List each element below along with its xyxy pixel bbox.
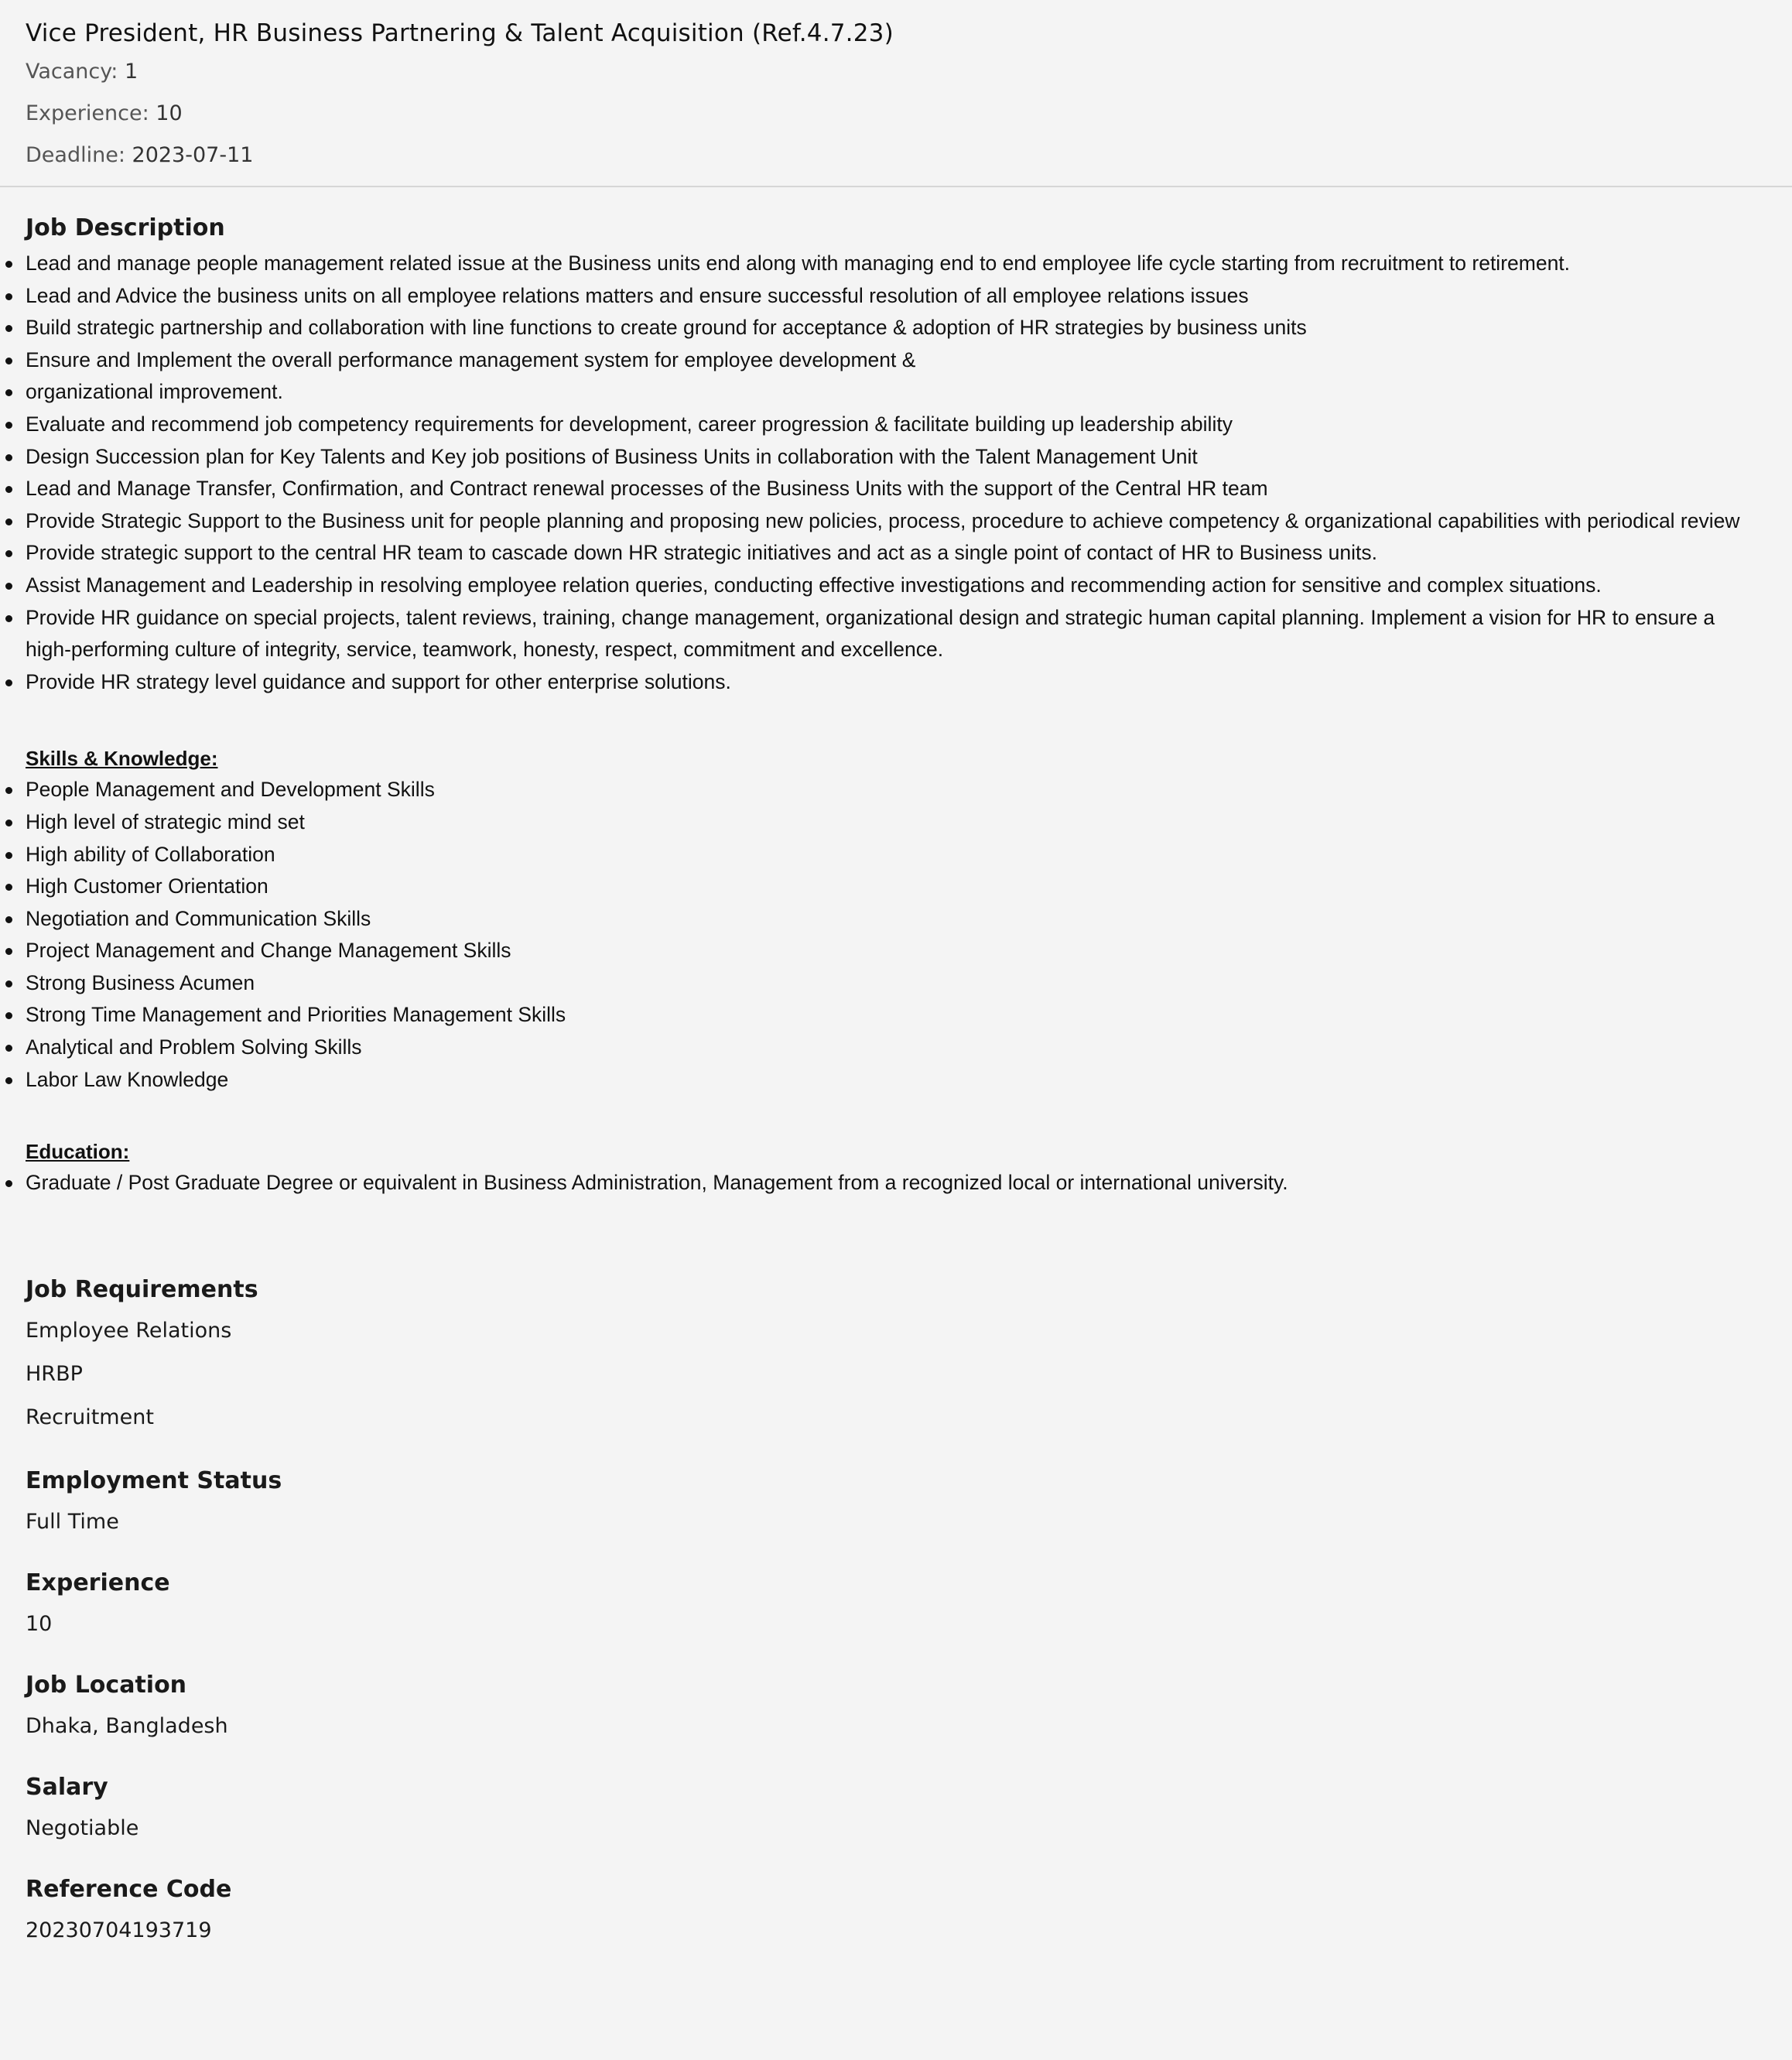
requirement-item: HRBP [26, 1361, 83, 1386]
deadline-value: 2023-07-11 [132, 143, 254, 167]
reference-code-heading: Reference Code [26, 1875, 232, 1903]
job-requirements [26, 1271, 1792, 1439]
list-item: Project Management and Change Management Skills [26, 935, 1792, 967]
list-item: Strong Business Acumen [26, 967, 1792, 1000]
requirement-item: Employee Relations [26, 1318, 232, 1343]
education-heading: Education: [26, 1140, 130, 1164]
list-item: Lead and Advice the business units on all employee relations matters and ensure successful resolution of all employee relations issues [26, 280, 1792, 313]
job-header [0, 0, 1792, 187]
list-item: Provide HR strategy level guidance and support for other enterprise solutions. [26, 666, 1792, 699]
education-list [26, 1167, 1792, 1199]
list-item: Negotiation and Communication Skills [26, 903, 1792, 936]
experience-label: Experience: [26, 101, 149, 125]
job-description-heading: Job Description [26, 214, 225, 241]
job-location-value: Dhaka, Bangladesh [26, 1713, 228, 1738]
list-item: Design Succession plan for Key Talents and Key job positions of Business Units in collaboration with the Talent Management Unit [26, 441, 1792, 474]
list-item: Labor Law Knowledge [26, 1064, 1792, 1097]
list-item: Provide strategic support to the central HR team to cascade down HR strategic initiatives and act as a single point of contact of HR to Business units. [26, 537, 1792, 570]
experience-line [26, 93, 1792, 135]
experience-value: 10 [156, 101, 183, 125]
experience-block [26, 1562, 1792, 1644]
job-location-block [26, 1664, 1792, 1746]
job-requirements-heading: Job Requirements [26, 1275, 258, 1303]
list-item: High level of strategic mind set [26, 806, 1792, 839]
reference-code-block [26, 1868, 1792, 1950]
list-item: Provide HR guidance on special projects, talent reviews, training, change management, organizational design and strategic human capital planning. Implement a vision for HR to ensure a high-performing culture of integrity, service, teamwork, honesty, respect, commitment and excellence. [26, 602, 1792, 666]
list-item: High Customer Orientation [26, 871, 1792, 903]
list-item: Lead and Manage Transfer, Confirmation, and Contract renewal processes of the Business Units with the support of the Central HR team [26, 473, 1792, 505]
job-description-list [26, 248, 1792, 698]
list-item: People Management and Development Skills [26, 774, 1792, 806]
experience-detail-value: 10 [26, 1611, 53, 1636]
list-item: High ability of Collaboration [26, 839, 1792, 871]
list-item: Lead and manage people management related issue at the Business units end along with managing end to end employee life cycle starting from recruitment to retirement. [26, 248, 1792, 280]
reference-code-value: 20230704193719 [26, 1918, 212, 1942]
vacancy-value: 1 [124, 60, 139, 84]
employment-status-heading: Employment Status [26, 1466, 282, 1494]
vacancy-label: Vacancy: [26, 60, 118, 84]
list-item: Ensure and Implement the overall performance management system for employee development & [26, 344, 1792, 377]
employment-status-value: Full Time [26, 1509, 119, 1534]
employment-status-block [26, 1459, 1792, 1542]
list-item: Assist Management and Leadership in resolving employee relation queries, conducting effective investigations and recommending action for sensitive and complex situations. [26, 570, 1792, 602]
skills-heading: Skills & Knowledge: [26, 747, 218, 771]
skills-list [26, 774, 1792, 1096]
salary-heading: Salary [26, 1773, 108, 1801]
deadline-line [26, 135, 1792, 176]
job-title: Vice President, HR Business Partnering & Talent Acquisition (Ref.4.7.23) [26, 19, 894, 47]
experience-heading: Experience [26, 1569, 170, 1596]
list-item: organizational improvement. [26, 376, 1792, 409]
requirement-item: Recruitment [26, 1405, 154, 1429]
list-item: Graduate / Post Graduate Degree or equivalent in Business Administration, Management from a recognized local or international university. [26, 1167, 1792, 1199]
salary-block [26, 1766, 1792, 1848]
vacancy-line [26, 51, 1792, 93]
salary-value: Negotiable [26, 1815, 139, 1840]
list-item: Provide Strategic Support to the Business unit for people planning and proposing new policies, process, procedure to achieve competency & organizational capabilities with periodical review [26, 505, 1792, 538]
list-item: Analytical and Problem Solving Skills [26, 1032, 1792, 1064]
list-item: Build strategic partnership and collaboration with line functions to create ground for acceptance & adoption of HR strategies by business units [26, 312, 1792, 344]
list-item: Evaluate and recommend job competency requirements for development, career progression & facilitate building up leadership ability [26, 409, 1792, 441]
job-content [0, 209, 1792, 1950]
job-location-heading: Job Location [26, 1671, 187, 1699]
list-item: Strong Time Management and Priorities Management Skills [26, 999, 1792, 1032]
deadline-label: Deadline: [26, 143, 125, 167]
